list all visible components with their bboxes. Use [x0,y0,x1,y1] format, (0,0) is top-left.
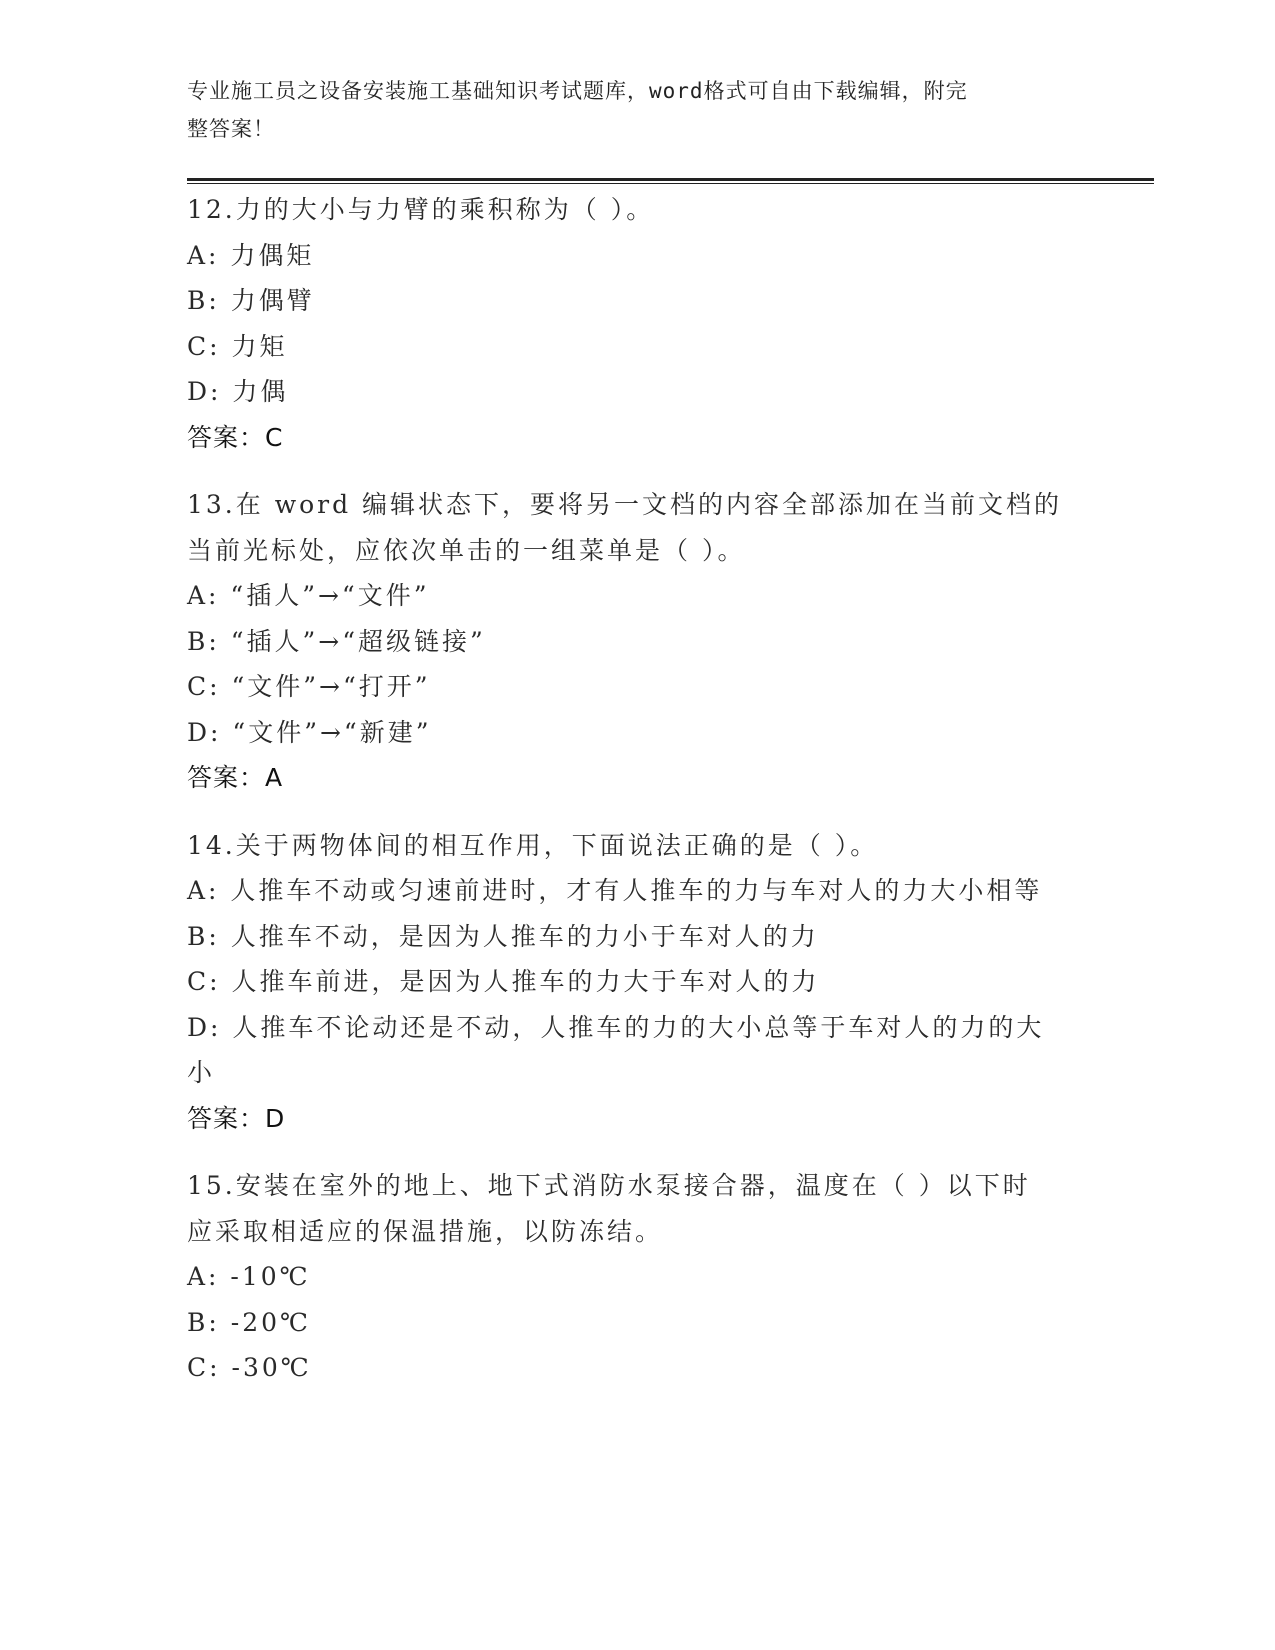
question-13 [187,482,1107,801]
document-header [187,72,1067,148]
header-divider-thick [187,178,1154,181]
question-12 [187,187,1107,460]
option-d: D: 人推车不论动还是不动，人推车的力的大小总等于车对人的力的大 [187,1012,1045,1042]
question-15 [187,1163,1107,1391]
option-c: C: -30℃ [187,1353,312,1382]
option-c: C: “文件”→“打开” [187,672,431,701]
option-c: C: 人推车前进，是因为人推车的力大于车对人的力 [187,967,820,996]
option-d-continued: 小 [187,1058,216,1087]
option-a: A: “插人”→“文件” [187,581,430,610]
option-b: B: 人推车不动，是因为人推车的力小于车对人的力 [187,921,819,951]
answer: 答案：A [187,763,284,792]
answer: 答案：C [187,422,284,452]
question-list [187,187,1107,1413]
question-stem: 14.关于两物体间的相互作用，下面说法正确的是（ ）。 [187,830,879,860]
header-line-1: 专业施工员之设备安装施工基础知识考试题库，word格式可自由下载编辑，附完 [187,79,968,103]
header-divider-thin [187,183,1154,184]
option-c: C: 力矩 [187,331,288,361]
option-b: B: 力偶臂 [187,286,315,315]
question-stem: 15.安装在室外的地上、地下式消防水泵接合器，温度在（ ）以下时 [187,1171,1031,1200]
option-b: B: -20℃ [187,1307,311,1337]
option-b: B: “插人”→“超级链接” [187,626,486,656]
option-d: D: 力偶 [187,377,289,406]
question-stem-continued: 当前光标处，应依次单击的一组菜单是（ ）。 [187,535,746,565]
question-stem-continued: 应采取相适应的保温措施，以防冻结。 [187,1216,664,1246]
option-a: A: -10℃ [187,1262,311,1291]
option-a: A: 力偶矩 [187,240,315,270]
header-line-2: 整答案！ [187,117,275,141]
answer: 答案：D [187,1103,286,1133]
question-stem: 12.力的大小与力臂的乘积称为（ ）。 [187,195,655,224]
question-14 [187,823,1107,1142]
option-d: D: “文件”→“新建” [187,717,432,747]
question-stem: 13.在 word 编辑状态下，要将另一文档的内容全部添加在当前文档的 [187,490,1063,519]
option-a: A: 人推车不动或匀速前进时，才有人推车的力与车对人的力大小相等 [187,876,1043,905]
